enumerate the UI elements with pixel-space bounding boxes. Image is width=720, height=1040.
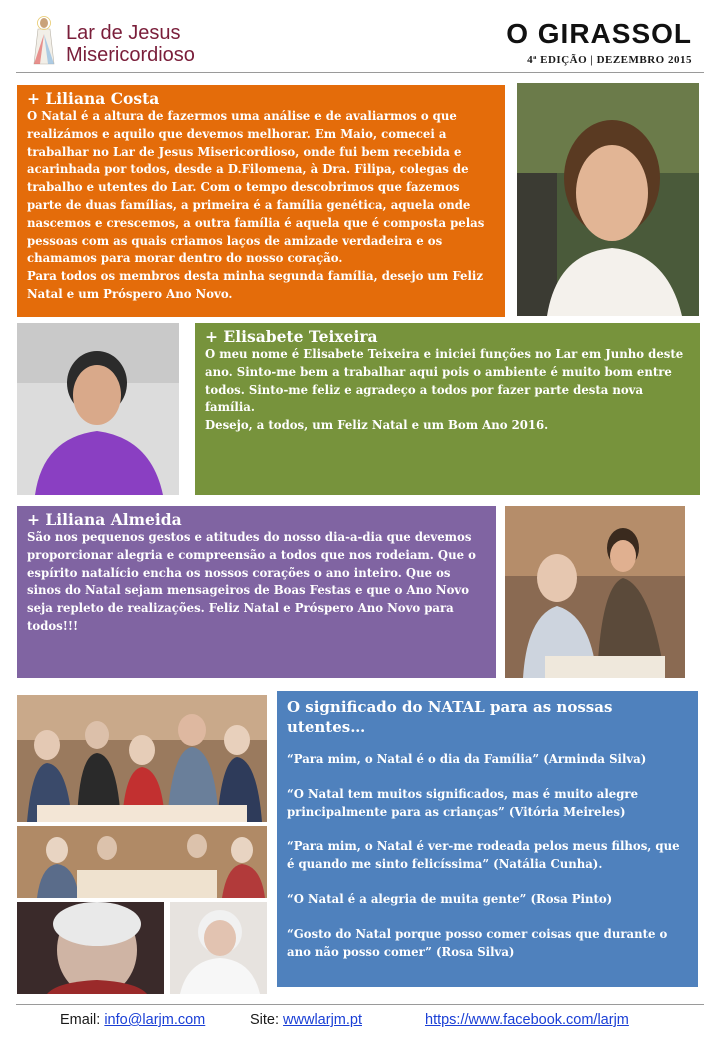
facebook-link[interactable]: https://www.facebook.com/larjm	[425, 1012, 629, 1028]
quote: “O Natal é a alegria de muita gente” (Rosa Pinto)	[287, 891, 613, 906]
article-paragraph: O meu nome é Elisabete Teixeira e iniciei funções no Lar em Junho deste ano. Sinto-me bem a trabalhar aqui pois o ambiente é muito bom entre todos. Sinto-me feliz e agradeço a todos por fazer parte desta nova família.	[205, 347, 684, 415]
article-paragraph: Desejo, a todos, um Feliz Natal e um Bom Ano 2016.	[205, 418, 549, 433]
organization-name	[66, 22, 195, 66]
quote: “Para mim, o Natal é o dia da Família” (Arminda Silva)	[287, 752, 647, 766]
footer-facebook	[425, 1012, 629, 1028]
jesus-figure-icon	[30, 16, 58, 66]
site-label: Site:	[250, 1012, 280, 1028]
article-paragraph: São nos pequenos gestos e atitudes do nosso dia-a-dia que devemos proporcionar alegria e compreensão a todos que nos rodeiam. Que o espírito natalício encha os nossos corações o ano inteiro. Que os sinos do Natal sejam mensageiros de Boas Festas e que o Ano Novo seja repleto de realizações. Feliz Natal e Próspero Ano Novo para todos!!!	[27, 530, 476, 633]
photo-liliana-almeida	[505, 506, 685, 678]
photo-residents-table	[17, 826, 267, 898]
article-title: + Liliana Almeida	[27, 510, 182, 529]
organization-name-line1: Lar de Jesus	[66, 22, 181, 44]
natal-quotes	[287, 751, 688, 961]
footer-email	[60, 1012, 205, 1028]
edition-info: 4ª EDIÇÃO | DEZEMBRO 2015	[527, 54, 692, 66]
article-elisabete-teixeira	[195, 323, 700, 495]
photo-residents-group	[17, 695, 267, 822]
email-label: Email:	[60, 1012, 101, 1028]
photo-resident-resting	[170, 902, 267, 994]
article-body	[27, 108, 495, 304]
masthead	[506, 18, 692, 66]
header-divider	[16, 72, 704, 73]
article-body	[205, 346, 690, 435]
article-liliana-almeida	[17, 506, 496, 678]
site-link[interactable]: wwwlarjm.pt	[283, 1012, 362, 1028]
newsletter-title: O GIRASSOL	[506, 18, 692, 49]
article-body	[27, 529, 486, 636]
photo-resident-portrait	[17, 902, 164, 994]
article-title: + Elisabete Teixeira	[205, 327, 378, 346]
natal-title: O significado do NATAL para as nossas utentes…	[287, 698, 613, 736]
organization-name-line2: Misericordioso	[66, 44, 195, 66]
article-liliana-costa	[17, 85, 505, 317]
footer-divider	[16, 1004, 704, 1005]
quote: “O Natal tem muitos significados, mas é muito alegre principalmente para as crianças” (Vitória Meireles)	[287, 786, 639, 819]
article-title: + Liliana Costa	[27, 89, 160, 108]
organization-logo	[30, 14, 230, 70]
photo-elisabete-teixeira	[17, 323, 179, 495]
footer-site	[250, 1012, 362, 1028]
email-link[interactable]: info@larjm.com	[104, 1012, 206, 1028]
article-paragraph: Para todos os membros desta minha segunda família, desejo um Feliz Natal e um Próspero Ano Novo.	[27, 269, 483, 301]
natal-quotes-box	[277, 691, 698, 987]
quote: “Gosto do Natal porque posso comer coisas que durante o ano não posso comer” (Rosa Silva)	[287, 926, 668, 959]
quote: “Para mim, o Natal é ver-me rodeada pelos meus filhos, que é quando me sinto felicíssima” (Natália Cunha).	[287, 839, 680, 872]
article-paragraph: O Natal é a altura de fazermos uma análise e de avaliarmos o que realizámos e aquilo que devemos melhorar. Em Maio, comecei a trabalhar no Lar de Jesus Misericordioso, onde fui bem recebida e acarinhada por todos, desde a D.Filomena, à Dra. Filipa, colegas de trabalho e utentes do Lar. Com o tempo descobrimos que fazemos parte de duas famílias, a primeira é a família genética, aquela onde nascemos e crescemos, a outra família é aquela que é composta pelas pessoas com as quais criamos laços de amizade verdadeira e os chamamos para morar dentro do nosso coração.	[27, 109, 485, 266]
photo-liliana-costa	[517, 83, 699, 316]
